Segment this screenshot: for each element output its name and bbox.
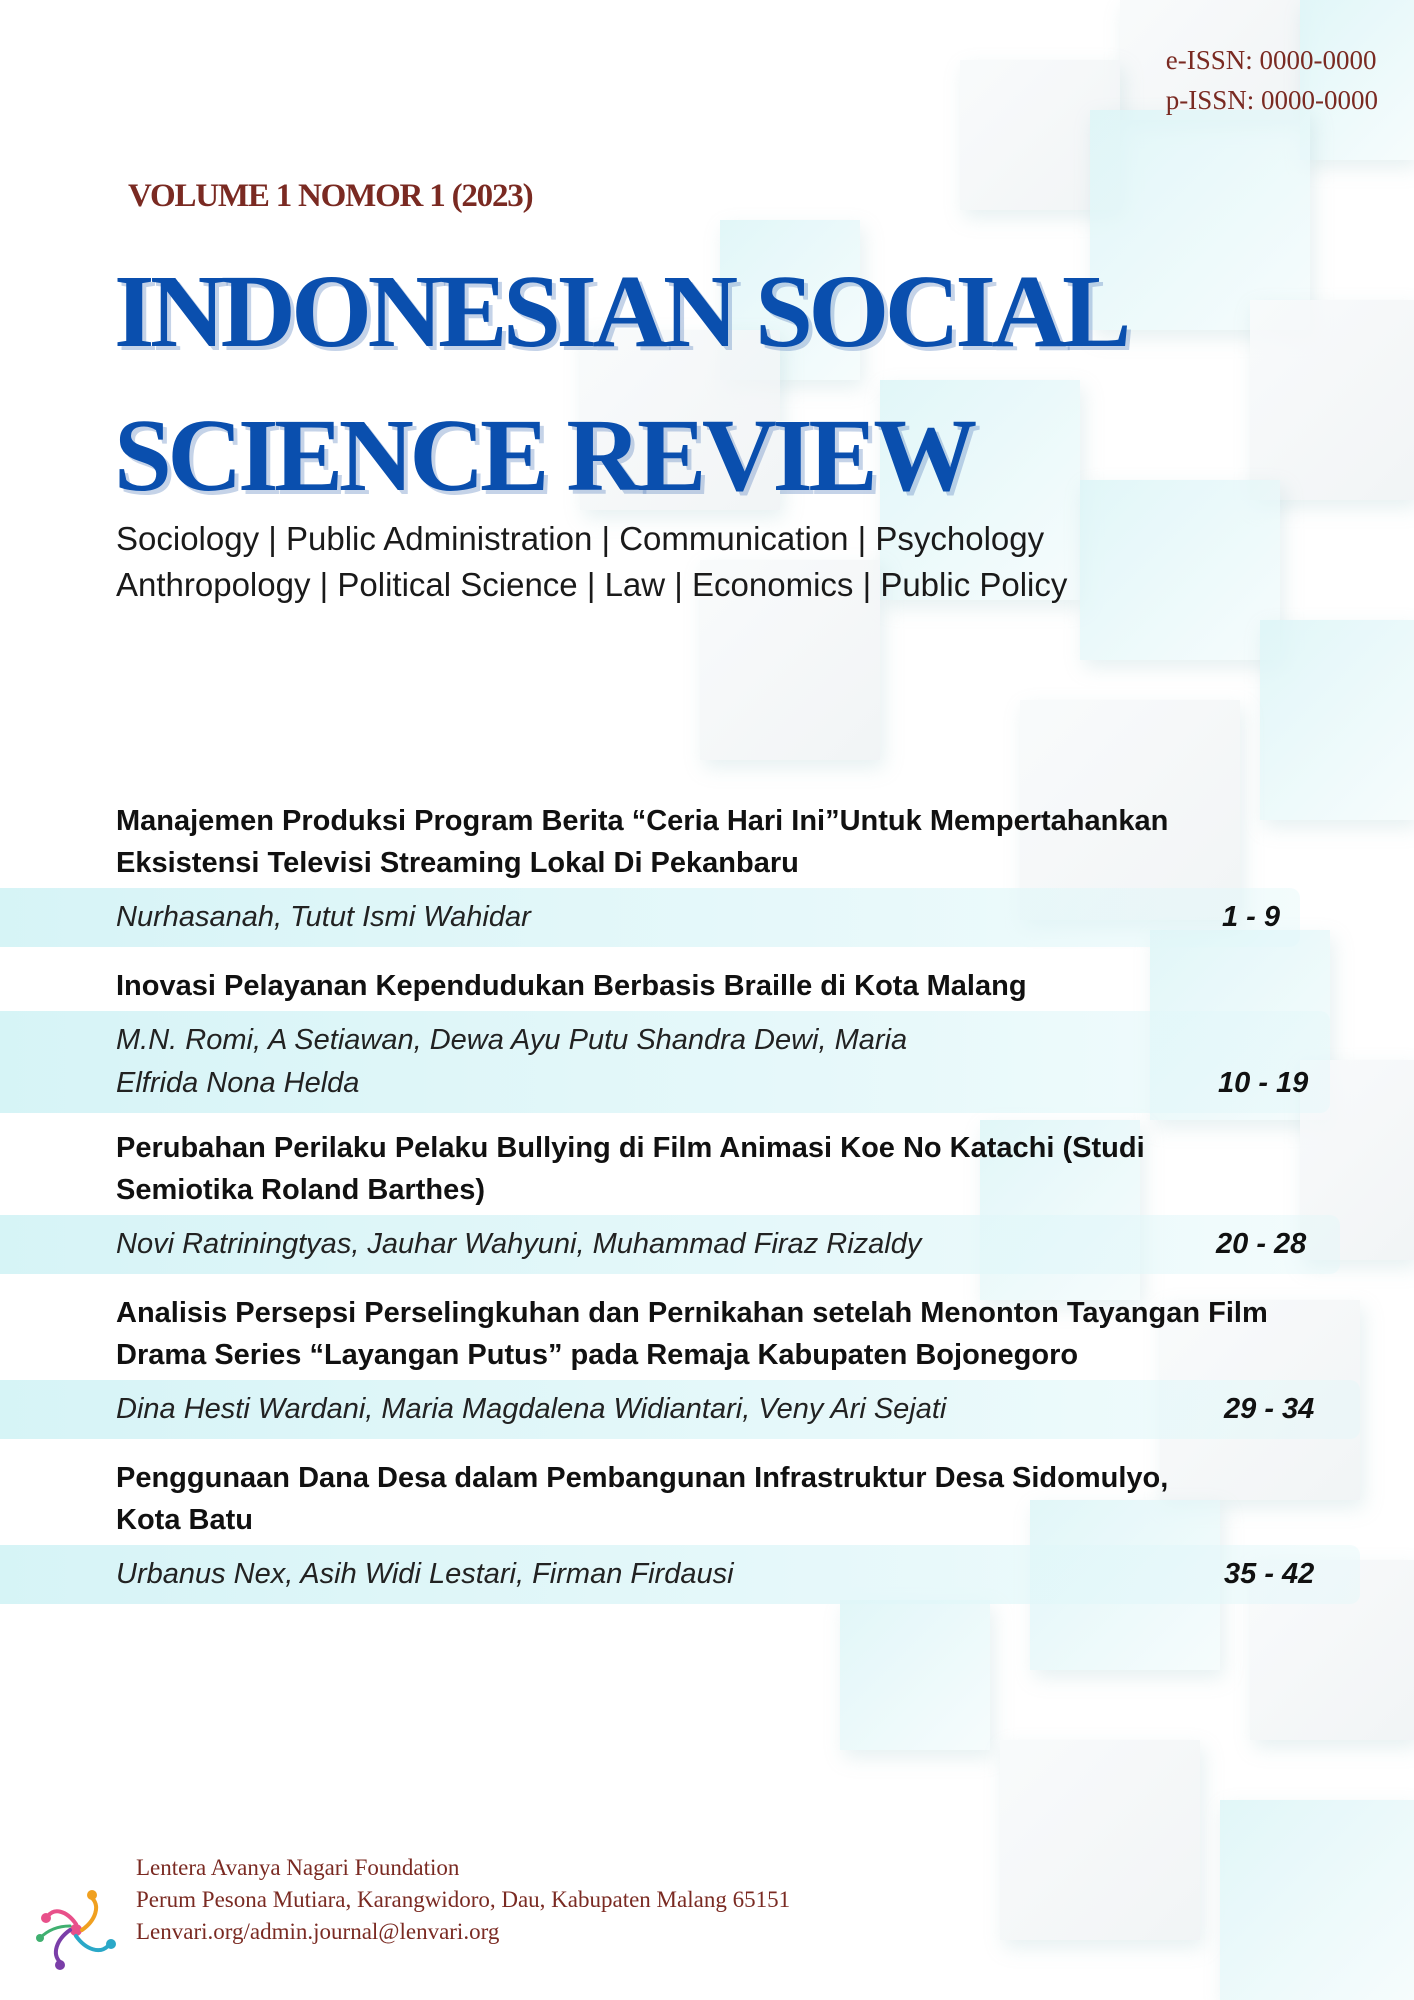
article-item[interactable] xyxy=(0,1127,1414,1274)
article-item[interactable] xyxy=(0,1292,1414,1439)
e-issn: e-ISSN: 0000-0000 xyxy=(1165,45,1377,75)
article-item[interactable] xyxy=(0,800,1414,947)
publisher-logo-icon xyxy=(26,1880,126,1980)
article-meta-band xyxy=(0,1380,1360,1439)
article-authors: Nurhasanah, Tutut Ismi Wahidar xyxy=(116,901,531,933)
article-pages: 20 - 28 xyxy=(1216,1228,1307,1260)
volume-label: VOLUME 1 NOMOR 1 (2023) xyxy=(128,178,533,214)
subject-list xyxy=(116,516,1067,608)
article-title: Analisis Persepsi Perselingkuhan dan Pernikahan setelah Menonton Tayangan Film Drama Series “Layangan Putus” pada Remaja Kabupaten Bojonegoro xyxy=(116,1297,1268,1371)
subject-line2: Anthropology | Political Science | Law | Economics | Public Policy xyxy=(116,566,1068,603)
journal-title-line1: INDONESIAN SOCIAL xyxy=(114,254,1127,369)
article-item[interactable] xyxy=(0,965,1414,1113)
journal-title-line2: SCIENCE REVIEW xyxy=(114,398,973,513)
p-issn: p-ISSN: 0000-0000 xyxy=(1165,85,1378,115)
article-meta-band xyxy=(0,1215,1340,1274)
article-authors: Novi Ratriningtyas, Jauhar Wahyuni, Muhammad Firaz Rizaldy xyxy=(116,1228,922,1260)
article-meta-band xyxy=(0,888,1300,947)
article-pages: 29 - 34 xyxy=(1224,1393,1315,1425)
subject-line1: Sociology | Public Administration | Communication | Psychology xyxy=(116,520,1045,557)
article-item[interactable] xyxy=(0,1457,1414,1604)
article-title: Manajemen Produksi Program Berita “Ceria Hari Ini”Untuk Mempertahankan Eksistensi Televisi Streaming Lokal Di Pekanbaru xyxy=(116,805,1169,879)
article-title: Perubahan Perilaku Pelaku Bullying di Film Animasi Koe No Katachi (Studi Semiotika Roland Barthes) xyxy=(116,1132,1145,1206)
publisher-info xyxy=(136,1852,790,1948)
publisher-name: Lentera Avanya Nagari Foundation xyxy=(136,1855,460,1880)
article-title: Inovasi Pelayanan Kependudukan Berbasis Braille di Kota Malang xyxy=(116,970,1027,1002)
journal-title xyxy=(114,240,1354,528)
article-pages: 35 - 42 xyxy=(1224,1558,1315,1590)
article-authors: Urbanus Nex, Asih Widi Lestari, Firman Firdausi xyxy=(116,1558,734,1590)
article-authors: Dina Hesti Wardani, Maria Magdalena Widiantari, Veny Ari Sejati xyxy=(116,1393,947,1425)
article-meta-band xyxy=(0,1545,1360,1604)
table-of-contents xyxy=(0,800,1414,1604)
article-authors: M.N. Romi, A Setiawan, Dewa Ayu Putu Shandra Dewi, Maria Elfrida Nona Helda xyxy=(116,1024,908,1099)
issn-block xyxy=(1166,40,1378,120)
article-pages: 1 - 9 xyxy=(1222,901,1281,933)
article-title: Penggunaan Dana Desa dalam Pembangunan Infrastruktur Desa Sidomulyo, Kota Batu xyxy=(116,1462,1169,1536)
publisher-contact[interactable]: Lenvari.org/admin.journal@lenvari.org xyxy=(136,1919,500,1944)
publisher-address: Perum Pesona Mutiara, Karangwidoro, Dau, Kabupaten Malang 65151 xyxy=(136,1887,791,1912)
article-pages: 10 - 19 xyxy=(1218,1067,1309,1099)
article-meta-band xyxy=(0,1011,1330,1113)
